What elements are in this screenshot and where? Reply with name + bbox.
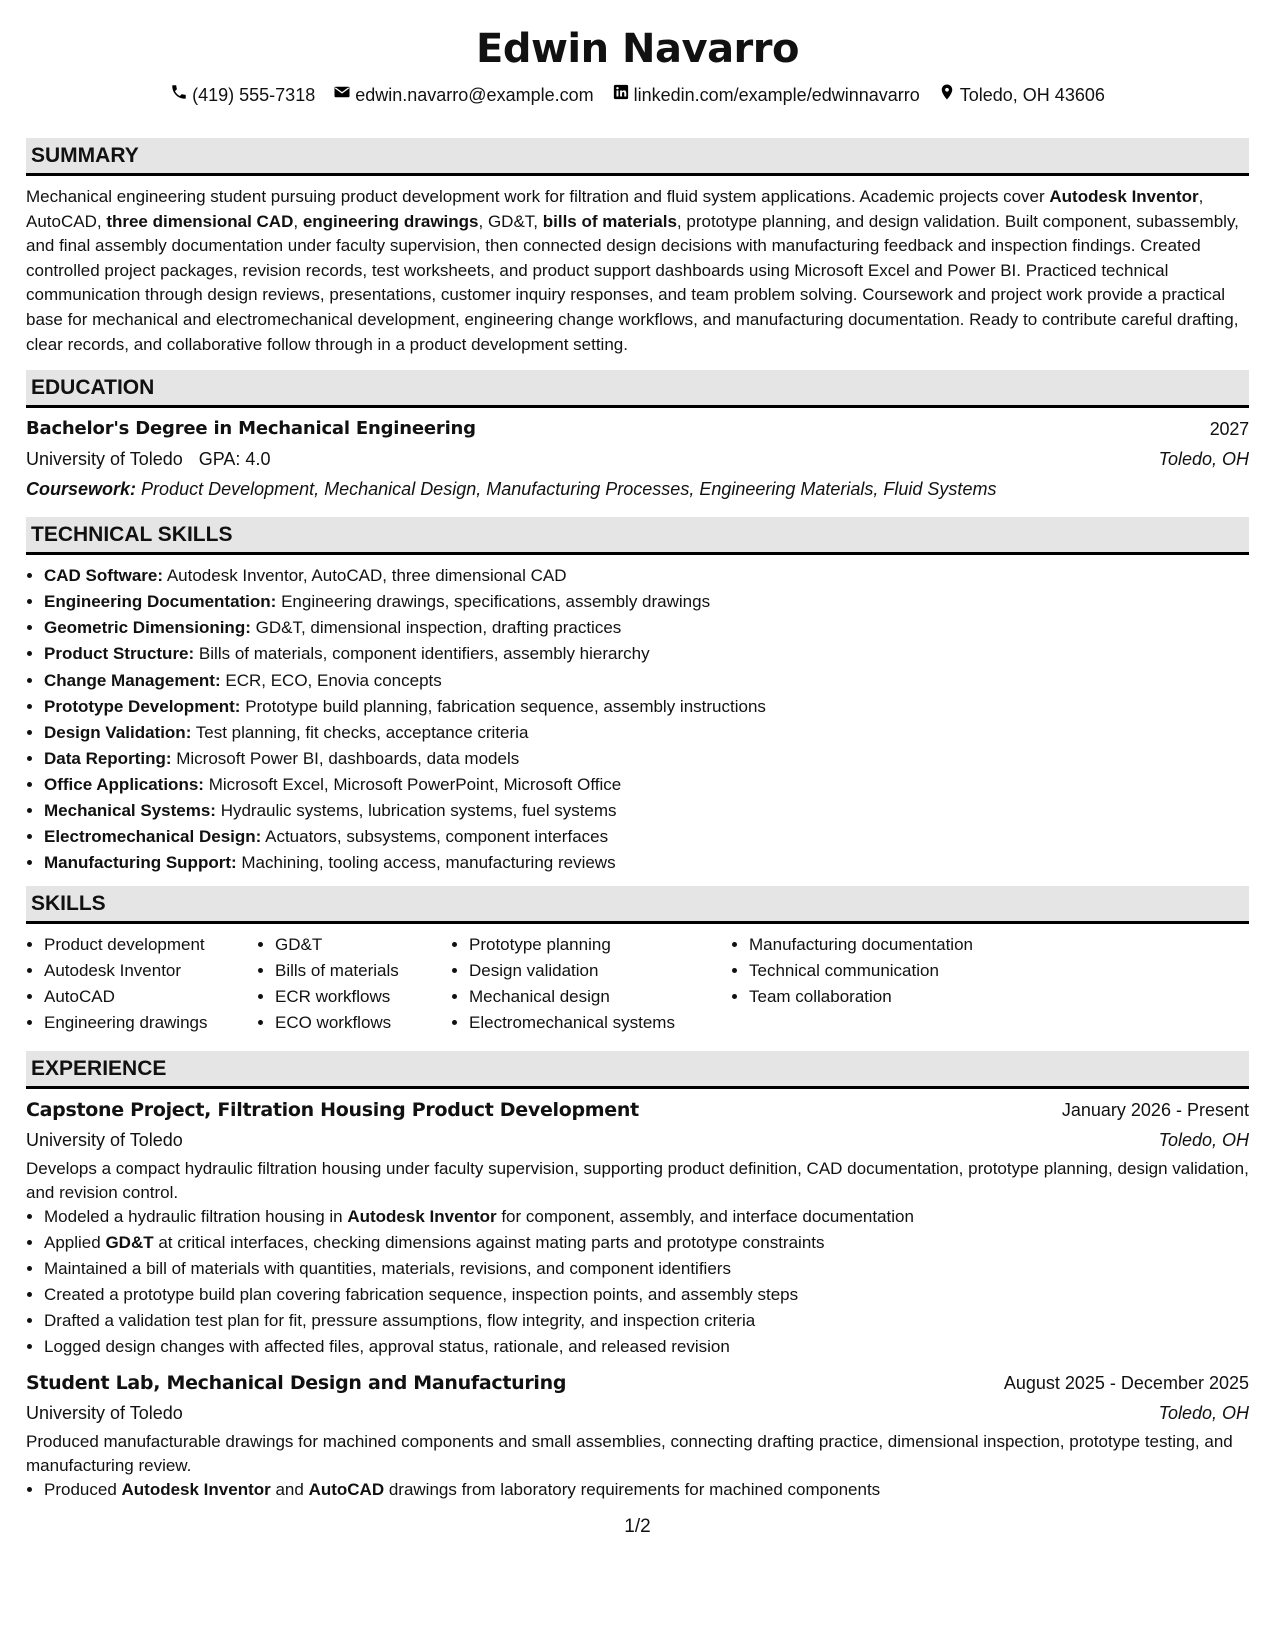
job-title: Capstone Project, Filtration Housing Product Development	[26, 1099, 639, 1122]
skills-grid	[26, 932, 1249, 1036]
job-organization: University of Toledo	[26, 1130, 183, 1151]
coursework-label: Coursework:	[26, 479, 137, 500]
email-address: edwin.navarro@example.com	[355, 84, 594, 105]
section-header-experience: EXPERIENCE	[26, 1051, 1249, 1089]
list-item: • Manufacturing documentation	[749, 932, 973, 958]
skill-text: Machining, tooling access, manufacturing reviews	[241, 853, 616, 873]
skill-label: Data Reporting:	[44, 748, 172, 768]
skill-text: Actuators, subsystems, component interfaces	[265, 827, 609, 847]
job-dates: January 2026 - Present	[1061, 1100, 1249, 1121]
technical-skills-list	[26, 563, 1249, 876]
list-item: • Modeled a hydraulic filtration housing in Autodesk Inventor for component, assembly, and interface documentation	[44, 1204, 1249, 1230]
list-item: • AutoCAD	[44, 984, 257, 1010]
list-item: • Autodesk Inventor	[44, 958, 257, 984]
list-item	[44, 641, 1249, 667]
job-description: Develops a compact hydraulic filtration housing under faculty supervision, supporting product definition, CAD documentation, prototype planning, design validation, and revision control.	[26, 1159, 1249, 1202]
skill-text: Test planning, fit checks, acceptance criteria	[195, 722, 529, 742]
job-bullets	[26, 1477, 1249, 1503]
list-item: • Product development	[44, 932, 257, 958]
gpa-value: GPA: 4.0	[198, 449, 271, 470]
skill-text: GD&T, dimensional inspection, drafting practices	[255, 618, 622, 638]
list-item: • ECO workflows	[275, 1010, 451, 1036]
list-item	[44, 772, 1249, 798]
skill-label: CAD Software:	[44, 566, 164, 586]
candidate-name: Edwin Navarro	[476, 26, 799, 72]
skill-label: Engineering Documentation:	[44, 592, 277, 612]
list-item	[44, 615, 1249, 641]
experience-entry	[26, 1095, 1249, 1360]
skill-label: Electromechanical Design:	[44, 827, 262, 847]
skill-text: Autodesk Inventor, AutoCAD, three dimensional CAD	[166, 566, 567, 586]
list-item: • Electromechanical systems	[469, 1010, 731, 1036]
list-item: • Created a prototype build plan covering fabrication sequence, inspection points, and assembly steps	[44, 1282, 1249, 1308]
skill-text: Bills of materials, component identifiers, assembly hierarchy	[198, 644, 650, 664]
job-location: Toledo, OH	[1158, 1130, 1249, 1151]
list-item: • Technical communication	[749, 958, 973, 984]
contact-phone[interactable]	[170, 83, 315, 106]
list-item	[44, 824, 1249, 850]
job-description: Produced manufacturable drawings for machined components and small assemblies, connecting drafting practice, dimensional inspection, prototype testing, and manufacturing review.	[26, 1432, 1233, 1475]
section-header-technical-skills: TECHNICAL SKILLS	[26, 517, 1249, 555]
summary-text-4: , GD&T,	[478, 211, 543, 231]
coursework-list: Product Development, Mechanical Design, Manufacturing Processes, Engineering Materials, Fluid Systems	[141, 479, 997, 500]
skill-text: ECR, ECO, Enovia concepts	[225, 670, 442, 690]
school-name: University of Toledo	[26, 449, 183, 470]
location-text: Toledo, OH 43606	[959, 84, 1105, 105]
skills-column-3	[451, 932, 731, 1036]
list-item: • GD&T	[275, 932, 451, 958]
skill-text: Microsoft Excel, Microsoft PowerPoint, Microsoft Office	[208, 774, 622, 794]
contact-linkedin[interactable]	[612, 83, 920, 106]
list-item	[44, 798, 1249, 824]
skills-column-2	[257, 932, 451, 1036]
summary-text-3: ,	[293, 211, 303, 231]
phone-icon	[170, 83, 188, 106]
school-location: Toledo, OH	[1158, 449, 1249, 470]
list-item: • Applied GD&T at critical interfaces, checking dimensions against mating parts and prototype constraints	[44, 1230, 1249, 1256]
list-item	[44, 668, 1249, 694]
phone-number: (419) 555-7318	[192, 84, 316, 105]
experience-entry	[26, 1368, 1249, 1503]
map-pin-icon	[938, 83, 956, 106]
list-item: • Prototype planning	[469, 932, 731, 958]
skill-label: Prototype Development:	[44, 696, 241, 716]
section-header-skills: SKILLS	[26, 886, 1249, 924]
skill-text: Engineering drawings, specifications, assembly drawings	[281, 592, 711, 612]
list-item: • Maintained a bill of materials with quantities, materials, revisions, and component identifiers	[44, 1256, 1249, 1282]
contact-bar	[26, 83, 1249, 106]
list-item	[44, 589, 1249, 615]
job-dates: August 2025 - December 2025	[1003, 1373, 1249, 1394]
linkedin-url: linkedin.com/example/edwinnavarro	[633, 84, 920, 105]
list-item	[44, 746, 1249, 772]
list-item	[44, 694, 1249, 720]
skill-label: Mechanical Systems:	[44, 801, 216, 820]
skill-label: Change Management:	[44, 670, 221, 690]
summary-bold-4: bills of materials	[542, 211, 677, 231]
summary-text-1: Mechanical engineering student pursuing product development work for filtration and fluid system applications. Academic projects cover	[26, 187, 1050, 206]
job-bullets	[26, 1204, 1249, 1360]
contact-email[interactable]	[333, 83, 593, 106]
list-item	[44, 850, 1249, 876]
list-item: • Logged design changes with affected files, approval status, rationale, and released revision	[44, 1334, 1249, 1360]
list-item: • Engineering drawings	[44, 1010, 257, 1036]
job-organization: University of Toledo	[26, 1403, 183, 1424]
skill-label: Geometric Dimensioning:	[44, 618, 251, 638]
list-item: • Produced Autodesk Inventor and AutoCAD drawings from laboratory requirements for machined components	[44, 1477, 1249, 1503]
envelope-icon	[333, 83, 351, 106]
section-header-education: EDUCATION	[26, 370, 1249, 408]
skill-label: Office Applications:	[44, 774, 204, 794]
skills-column-1	[26, 932, 257, 1036]
list-item: • Mechanical design	[469, 984, 731, 1010]
summary-bold-3: engineering drawings	[302, 211, 479, 231]
list-item: • Design validation	[469, 958, 731, 984]
skills-column-4	[731, 932, 973, 1036]
list-item: • Drafted a validation test plan for fit, pressure assumptions, flow integrity, and inspection criteria	[44, 1308, 1249, 1334]
summary-bold-1: Autodesk Inventor	[1049, 187, 1199, 206]
skill-label: Product Structure:	[44, 644, 195, 664]
summary-bold-2: three dimensional CAD	[106, 211, 294, 231]
skill-label: Manufacturing Support:	[44, 853, 237, 873]
section-header-summary: SUMMARY	[26, 138, 1249, 176]
contact-location	[938, 83, 1105, 106]
education-degree-row	[26, 414, 1249, 444]
coursework-row	[26, 474, 1249, 504]
graduation-year: 2027	[1209, 419, 1249, 440]
skill-text: Hydraulic systems, lubrication systems, fuel systems	[220, 801, 617, 820]
job-location: Toledo, OH	[1158, 1403, 1249, 1424]
list-item: • ECR workflows	[275, 984, 451, 1010]
list-item: • Bills of materials	[275, 958, 451, 984]
skill-text: Microsoft Power BI, dashboards, data models	[176, 748, 520, 768]
degree-name: Bachelor's Degree in Mechanical Engineering	[26, 418, 476, 440]
job-title: Student Lab, Mechanical Design and Manufacturing	[26, 1372, 567, 1395]
education-school-row	[26, 444, 1249, 474]
skill-label: Design Validation:	[44, 722, 192, 742]
skill-text: Prototype build planning, fabrication sequence, assembly instructions	[245, 696, 766, 716]
linkedin-icon	[612, 83, 630, 106]
summary-text-2: , AutoCAD,	[26, 187, 1204, 231]
summary-paragraph	[26, 185, 1249, 357]
list-item	[44, 563, 1249, 589]
list-item	[44, 720, 1249, 746]
page-number: 1/2	[624, 1516, 651, 1537]
list-item: • Team collaboration	[749, 984, 973, 1010]
summary-text-5: , prototype planning, and design validation. Built component, subassembly, and final assembly documentation under faculty supervision, then connected design decisions with manufacturing feedback and inspection findings. Created controlled project packages, revision records, test worksheets, and product support dashboards using Microsoft Excel and Power BI. Practiced technical communication through design reviews, presentations, customer inquiry responses, and team problem solving. Coursework and project work provide a practical base for mechanical and electromechanical development, engineering change workflows, and manufacturing documentation. Ready to contribute careful drafting, clear records, and collaborative follow through in a product development setting.	[26, 211, 1239, 354]
